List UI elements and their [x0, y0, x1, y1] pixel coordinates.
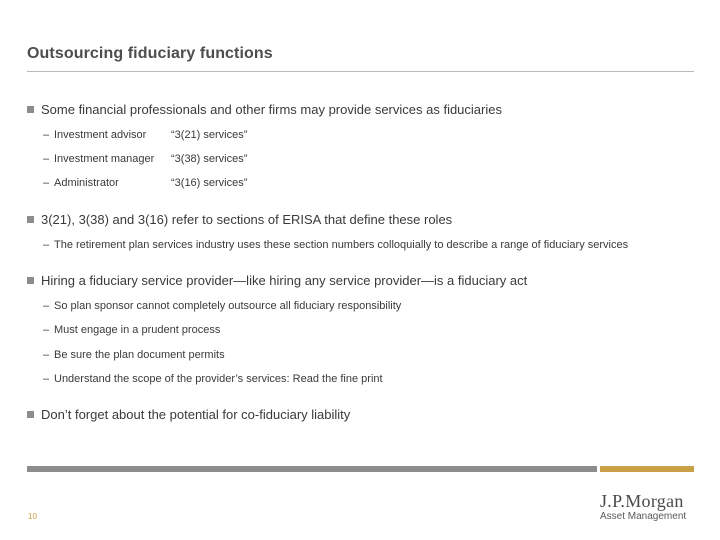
sub-bullet-label: Administrator — [54, 177, 119, 189]
page-number: 10 — [28, 512, 37, 521]
footer-rule-gold — [600, 466, 694, 472]
bullet-item — [27, 212, 452, 227]
sub-bullet-item — [43, 373, 383, 385]
sub-bullet-item — [43, 153, 248, 165]
square-bullet-icon — [27, 106, 34, 113]
bullet-item — [27, 407, 350, 422]
dash-icon: – — [43, 177, 50, 189]
sub-bullet-item — [43, 349, 225, 361]
sub-bullet-label: Be sure the plan document permits — [54, 349, 225, 361]
dash-icon: – — [43, 129, 50, 141]
sub-bullet-value: “3(16) services” — [171, 177, 248, 189]
title-divider — [27, 71, 694, 72]
bullet-text: Some financial professionals and other firms may provide services as fiduciaries — [41, 102, 502, 117]
bullet-text: 3(21), 3(38) and 3(16) refer to sections of ERISA that define these roles — [41, 212, 453, 227]
dash-icon: – — [43, 239, 50, 251]
jpmorgan-logo — [600, 491, 694, 523]
sub-bullet-item — [43, 324, 220, 336]
square-bullet-icon — [27, 277, 34, 284]
sub-bullet-label: The retirement plan services industry uses these section numbers colloquially to describe a range of fiduciary services — [54, 239, 629, 251]
sub-bullet-value: “3(21) services” — [171, 129, 248, 141]
logo-brand: J.P.Morgan — [600, 491, 684, 511]
sub-bullet-label: So plan sponsor cannot completely outsource all fiduciary responsibility — [54, 300, 402, 312]
dash-icon: – — [43, 153, 50, 165]
square-bullet-icon — [27, 411, 34, 418]
dash-icon: – — [43, 349, 50, 361]
sub-bullet-label: Investment manager — [54, 153, 155, 165]
sub-bullet-item — [43, 239, 628, 251]
sub-bullet-item — [43, 177, 248, 189]
sub-bullet-item — [43, 129, 248, 141]
logo-subtitle: Asset Management — [600, 511, 687, 522]
dash-icon: – — [43, 300, 50, 312]
sub-bullet-label: Understand the scope of the provider’s services: Read the fine print — [54, 373, 383, 385]
dash-icon: – — [43, 373, 50, 385]
bullet-text: Don’t forget about the potential for co-fiduciary liability — [41, 407, 351, 422]
sub-bullet-value: “3(38) services” — [171, 153, 248, 165]
sub-bullet-label: Investment advisor — [54, 129, 147, 141]
slide-title: Outsourcing fiduciary functions — [27, 45, 273, 62]
square-bullet-icon — [27, 216, 34, 223]
bullet-item — [27, 273, 527, 288]
bullet-text: Hiring a fiduciary service provider—like hiring any service provider—is a fiduciary act — [41, 273, 528, 288]
footer-rule-gray — [27, 466, 597, 472]
bullet-item — [27, 102, 502, 117]
dash-icon: – — [43, 324, 50, 336]
sub-bullet-label: Must engage in a prudent process — [54, 324, 221, 336]
sub-bullet-item — [43, 300, 401, 312]
